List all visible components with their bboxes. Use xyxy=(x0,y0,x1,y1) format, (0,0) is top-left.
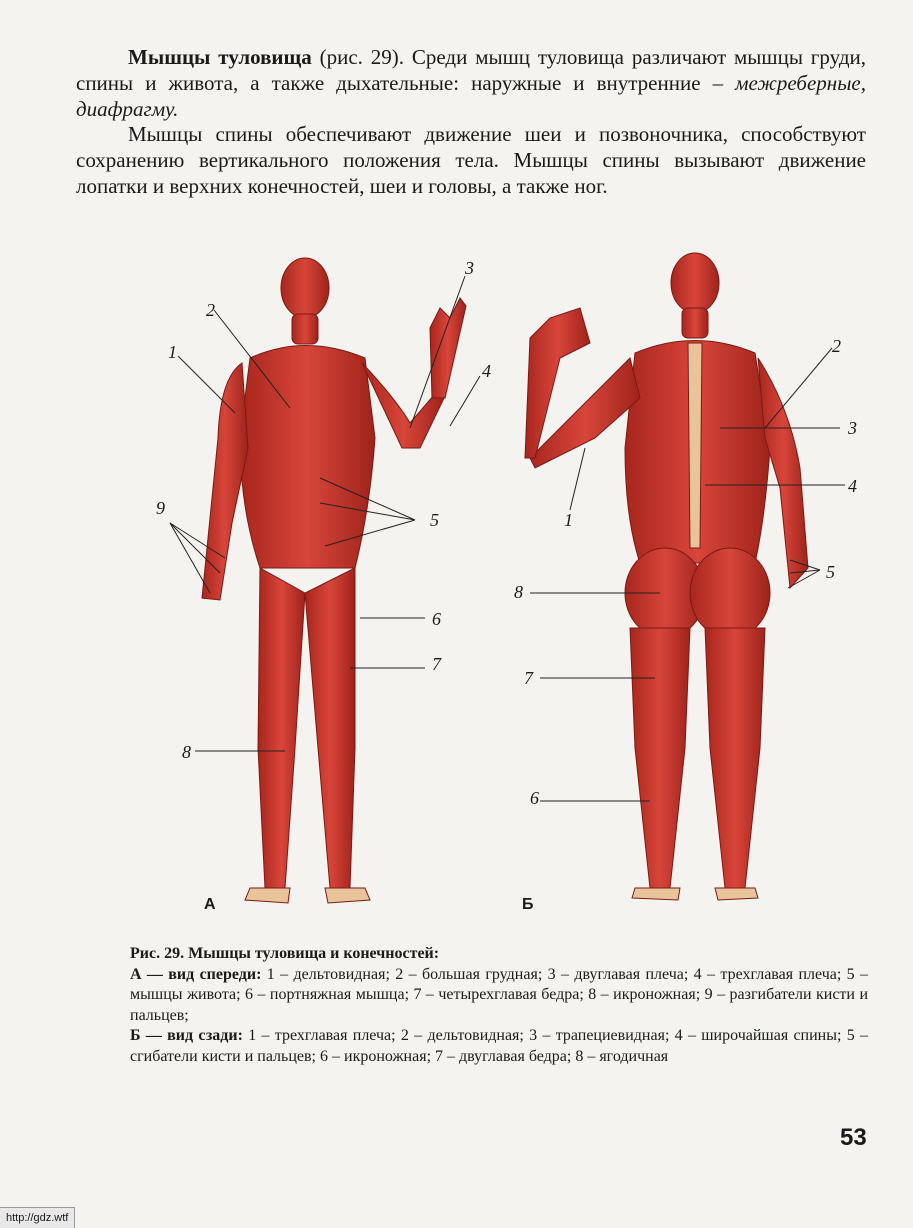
back-figure xyxy=(525,253,808,900)
back-label-4: 4 xyxy=(848,476,857,496)
figure-muscles xyxy=(140,248,880,928)
back-label-2: 2 xyxy=(832,336,841,356)
paragraph-trunk-muscles xyxy=(76,44,866,122)
back-label-1: 1 xyxy=(564,510,573,530)
front-label-6: 6 xyxy=(432,609,441,629)
paragraph-heading: Мышцы туловища xyxy=(128,45,312,69)
caption-front-text: 1 – дельтовидная; 2 – большая грудная; 3 – двуглавая плеча; 4 – трехглавая плеча; 5 – мышцы живота; 6 – портняжная мышца; 7 – четырехглавая бедра; 8 – икроножная; 9 – разгибатели кисти и пальцев; xyxy=(130,965,869,1024)
front-label-4: 4 xyxy=(482,361,491,381)
front-label-8: 8 xyxy=(182,742,191,762)
caption-front xyxy=(130,965,868,1027)
front-label-3: 3 xyxy=(465,258,474,278)
caption-back xyxy=(130,1026,868,1067)
back-label-7: 7 xyxy=(524,668,533,688)
caption-front-head: А — вид спереди: xyxy=(130,965,262,983)
front-label-9: 9 xyxy=(156,498,165,518)
front-figure xyxy=(202,258,466,903)
view-front-letter: А xyxy=(204,896,216,913)
page-number: 53 xyxy=(840,1124,867,1151)
anatomy-illustration xyxy=(140,248,880,928)
caption-back-head: Б — вид сзади: xyxy=(130,1027,243,1044)
front-label-1: 1 xyxy=(168,342,177,362)
back-label-8: 8 xyxy=(514,582,523,602)
front-label-2: 2 xyxy=(206,300,215,320)
paragraph-back-muscles: Мышцы спины обеспечивают движение шеи и позвоночника, способствуют сохранению вертикального положения тела. Мышцы спины вызывают движение лопатки и верхних конечностей, шеи и головы, а также ног. xyxy=(76,122,866,198)
figure-caption xyxy=(130,944,868,1067)
watermark-link[interactable]: http://gdz.wtf xyxy=(0,1207,75,1228)
caption-back-text: 1 – трехглавая плеча; 2 – дельтовидная; 3 – трапециевидная; 4 – широчайшая спины; 5 – сгибатели кисти и пальцев; 6 – икроножная; 7 – двуглавая бедра; 8 – ягодичная xyxy=(130,1027,868,1065)
paragraph-text: (рис. 29). Среди мышц туловища различают мышцы груди, спины и живота, а также дыхательные: наружные и внутренние – xyxy=(76,45,866,95)
back-label-6: 6 xyxy=(530,788,539,808)
back-label-5: 5 xyxy=(826,562,835,582)
front-label-7: 7 xyxy=(432,654,441,674)
paragraph-italic: межреберные, диафрагму. xyxy=(76,71,866,121)
front-label-5: 5 xyxy=(430,510,439,530)
caption-title: Рис. 29. Мышцы туловища и конечностей: xyxy=(130,945,440,962)
view-back-letter: Б xyxy=(522,896,534,913)
back-label-3: 3 xyxy=(848,418,857,438)
